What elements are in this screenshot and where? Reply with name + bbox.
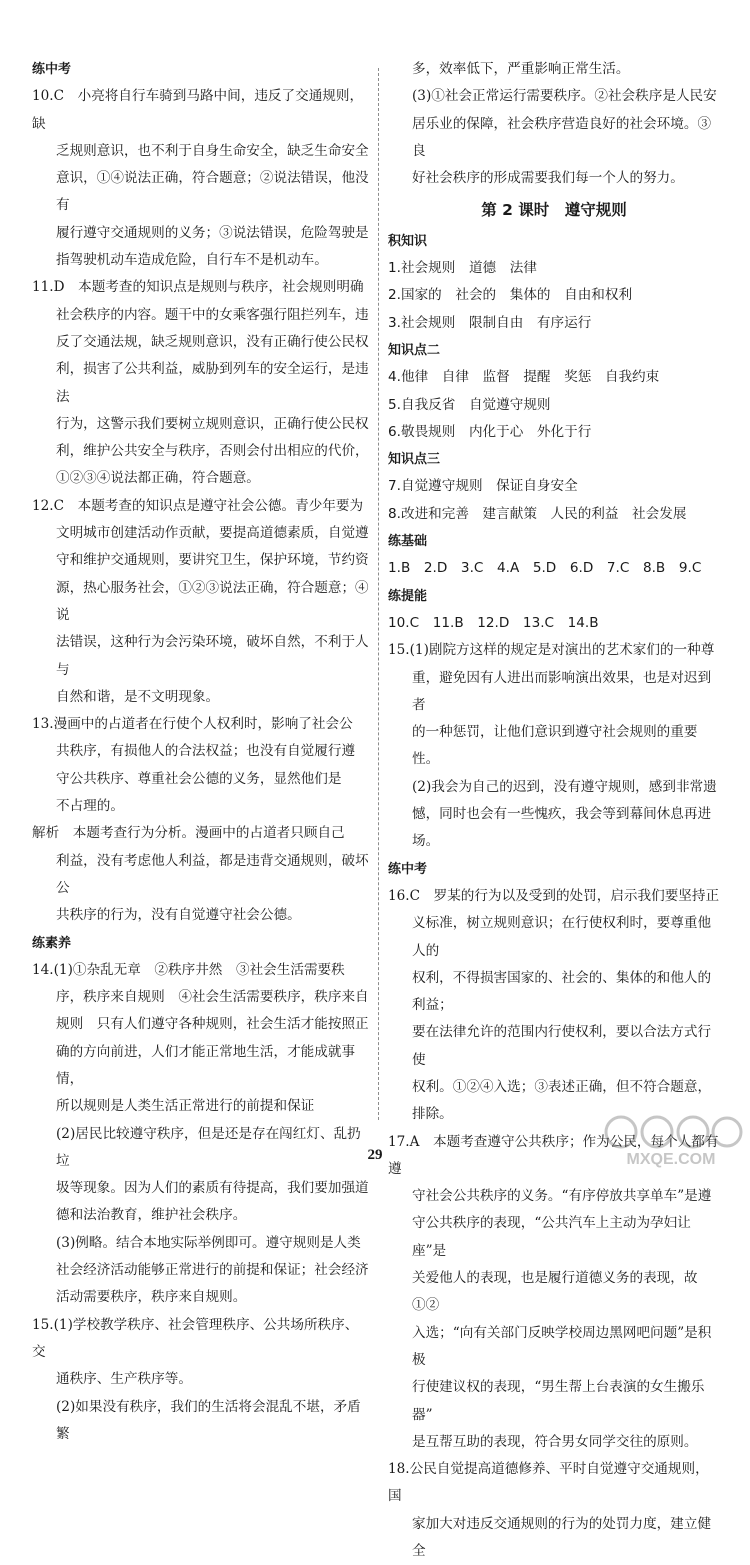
- answer-10: [32, 83, 370, 274]
- text-line: (3)例略。结合本地实际举例即可。遵守规则是人类: [56, 1234, 361, 1251]
- text-line: 德和法治教育，维护社会秩序。: [56, 1207, 247, 1224]
- text-line: 反了交通法规，缺乏规则意识，没有正确行使公民权: [56, 333, 369, 350]
- text-line: 15.(1)剧院方这样的规定是对演出的艺术家们的一种尊: [388, 642, 715, 659]
- text-line: 乏规则意识，也不利于自身生命安全，缺乏生命安全: [56, 142, 369, 159]
- text-line: 14.(1)①杂乱无章 ②秩序井然 ③社会生活需要秩: [32, 961, 345, 978]
- text-line: 17.A 本题考查遵守公共秩序；作为公民，每个人都有遵: [388, 1133, 719, 1177]
- text-line: 利，维护公共安全与秩序，否则会付出相应的代价，: [56, 443, 369, 460]
- text-line: 重，避免因有人进出而影响演出效果，也是对迟到者: [412, 669, 712, 713]
- text-line: 守公共秩序的表现，“公共汽车上主动为孕妇让座”是: [412, 1215, 691, 1259]
- text-line: 文明城市创建活动作贡献，要提高道德素质，自觉遵: [56, 525, 369, 542]
- text-line: 12.C 本题考查的知识点是遵守社会公德。青少年要为: [32, 497, 364, 514]
- section-heading: 练中考: [388, 861, 428, 877]
- knowledge-answers: [388, 255, 720, 337]
- section-heading: 知识点三: [388, 452, 441, 468]
- text-line: 义标准，树立规则意识；在行使权利时，要尊重他人的: [412, 915, 712, 959]
- section-heading: 积知识: [388, 233, 428, 249]
- answer-16: [388, 883, 720, 1129]
- text-line: 的一种惩罚，让他们意识到遵守社会规则的重要性。: [412, 724, 698, 768]
- improve-answers: 10.C 11.B 12.D 13.C 14.B: [388, 614, 599, 631]
- text-line: 多，效率低下，严重影响正常生活。: [412, 61, 630, 77]
- text-line: 关爱他人的表现，也是履行道德义务的表现，故①②: [412, 1270, 698, 1314]
- text-line: 行使建议权的表现，“男生帮上台表演的女生搬乐器”: [412, 1379, 705, 1423]
- section-heading: 练提能: [388, 588, 428, 604]
- text-line: 憾，同时也会有一些愧疚，我会等到幕间休息再进场。: [412, 806, 712, 850]
- column-divider: [378, 68, 379, 1120]
- text-line: 6.敬畏规则 内化于心 外化于行: [388, 423, 592, 440]
- section-heading: 练基础: [388, 534, 428, 550]
- text-line: 利益，没有考虑他人利益，都是违背交通规则，破坏公: [56, 852, 369, 896]
- text-line: 好社会秩序的形成需要我们每一个人的努力。: [412, 170, 684, 187]
- text-line: 意识，①④说法正确，符合题意；②说法错误，他没有: [56, 170, 369, 214]
- text-line: 法错误，这种行为会污染环境，破坏自然，不利于人与: [56, 634, 369, 678]
- text-line: 1.社会规则 道德 法律: [388, 260, 537, 277]
- basic-answers: 1.B 2.D 3.C 4.A 5.D 6.D 7.C 8.B 9.C: [388, 560, 702, 577]
- text-line: 13.漫画中的占道者在行使个人权利时，影响了社会公: [32, 716, 353, 733]
- section-heading: 练素养: [32, 935, 72, 951]
- text-line: 守公共秩序、尊重社会公德的义务，显然他们是: [56, 770, 342, 787]
- knowledge-point-3: [388, 473, 720, 528]
- text-line: 不占理的。: [56, 798, 124, 815]
- text-line: 要在法律允许的范围内行使权利，要以合法方式行使: [412, 1024, 712, 1068]
- text-line: 利，损害了公共利益，威胁到列车的安全运行，是违法: [56, 361, 369, 405]
- answer-14: [32, 957, 370, 1312]
- text-line: ①②③④说法都正确，符合题意。: [56, 470, 260, 487]
- answer-18: [388, 1456, 720, 1565]
- text-line: 社会秩序的内容。题干中的女乘客强行阻拦列车，违: [56, 306, 369, 323]
- right-column: [388, 56, 720, 1565]
- answer-15: [32, 1312, 370, 1448]
- text-line: 自然和谐，是不文明现象。: [56, 688, 220, 705]
- text-line: 履行遵守交通规则的义务；③说法错误，危险驾驶是: [56, 224, 369, 241]
- text-line: 7.自觉遵守规则 保证自身安全: [388, 478, 578, 495]
- text-line: 2.国家的 社会的 集体的 自由和权利: [388, 287, 633, 304]
- text-line: 权利，不得损害国家的、社会的、集体的和他人的利益；: [412, 969, 712, 1014]
- lesson-title: 第 2 课时 遵守规则: [481, 201, 627, 220]
- knowledge-point-2: [388, 364, 720, 446]
- section-heading: 知识点二: [388, 342, 441, 358]
- text-line: 确的方向前进，人们才能正常地生活，才能成就事情，: [56, 1043, 356, 1087]
- text-line: 居乐业的保障，社会秩序营造良好的社会环境。③良: [412, 115, 712, 159]
- text-line: (2)我会为自己的迟到，没有遵守规则，感到非常遗: [412, 778, 717, 795]
- page-number: 29: [367, 1147, 383, 1163]
- text-line: 源，热心服务社会，①②③说法正确，符合题意；④说: [56, 579, 369, 623]
- text-line: 入选；“向有关部门反映学校周边黑网吧问题”是积极: [412, 1324, 712, 1368]
- text-line: 共秩序的行为，没有自觉遵守社会公德。: [56, 907, 301, 924]
- answer-continued: [388, 56, 720, 192]
- text-line: 8.改进和完善 建言献策 人民的利益 社会发展: [388, 505, 687, 522]
- analysis-note: [32, 820, 370, 929]
- text-line: 社会经济活动能够正常进行的前提和保证；社会经济: [56, 1262, 369, 1279]
- text-line: (2)如果没有秩序，我们的生活将会混乱不堪，矛盾繁: [56, 1398, 361, 1442]
- text-line: 家加大对违反交通规则的行为的处罚力度，建立健全: [412, 1515, 712, 1560]
- answer-13: [32, 711, 370, 820]
- left-column: [32, 56, 370, 1448]
- text-line: 行为，这警示我们要树立规则意识，正确行使公民权: [56, 415, 369, 432]
- watermark-logo: [599, 1112, 744, 1170]
- text-line: 共秩序，有损他人的合法权益；也没有自觉履行遵: [56, 743, 356, 760]
- text-line: 所以规则是人类生活正常进行的前提和保证: [56, 1098, 315, 1115]
- text-line: 5.自我反省 自觉遵守规则: [388, 396, 551, 413]
- text-line: 是互帮互助的表现，符合男女同学交往的原则。: [412, 1433, 698, 1450]
- text-line: 15.(1)学校教学秩序、社会管理秩序、公共场所秩序、交: [32, 1316, 359, 1360]
- text-line: 规则 只有人们遵守各种规则，社会生活才能按照正: [56, 1016, 369, 1033]
- answer-11: [32, 274, 370, 492]
- text-line: 3.社会规则 限制自由 有序运行: [388, 314, 592, 331]
- text-line: 10.C 小亮将自行车骑到马路中间，违反了交通规则，缺: [32, 88, 364, 132]
- text-line: 权利。①②④入选；③表述正确，但不符合题意，: [412, 1078, 712, 1095]
- text-line: 圾等现象。因为人们的素质有待提高，我们要加强道: [56, 1180, 369, 1197]
- text-line: 11.D 本题考查的知识点是规则与秩序，社会规则明确: [32, 279, 364, 296]
- text-line: 18.公民自觉提高道德修养、平时自觉遵守交通规则，国: [388, 1461, 709, 1505]
- text-line: 解析 本题考查行为分析。漫画中的占道者只顾自己: [32, 825, 345, 842]
- text-line: 通秩序、生产秩序等。: [56, 1371, 192, 1388]
- answer-15-b: [388, 637, 720, 855]
- text-line: 排除。: [412, 1106, 453, 1123]
- text-line: 序，秩序来自规则 ④社会生活需要秩序，秩序来自: [56, 989, 369, 1006]
- text-line: (2)居民比较遵守秩序，但是还是存在闯红灯、乱扔垃: [56, 1125, 361, 1169]
- text-line: 指驾驶机动车造成危险，自行车不是机动车。: [56, 252, 328, 269]
- watermark-text: MXQE.COM: [626, 1151, 716, 1168]
- text-line: (3)①社会正常运行需要秩序。②社会秩序是人民安: [412, 88, 717, 105]
- text-line: 守社会公共秩序的义务。“有序停放共享单车”是遵: [412, 1188, 712, 1205]
- answer-12: [32, 493, 370, 711]
- answer-17: [388, 1129, 720, 1457]
- text-line: 活动需要秩序，秩序来自规则。: [56, 1289, 247, 1306]
- text-line: 4.他律 自律 监督 提醒 奖惩 自我约束: [388, 369, 660, 386]
- text-line: 守和维护交通规则，要讲究卫生，保护环境，节约资: [56, 552, 369, 569]
- section-heading: 练中考: [32, 62, 72, 77]
- text-line: 16.C 罗某的行为以及受到的处罚，启示我们要坚持正: [388, 887, 720, 904]
